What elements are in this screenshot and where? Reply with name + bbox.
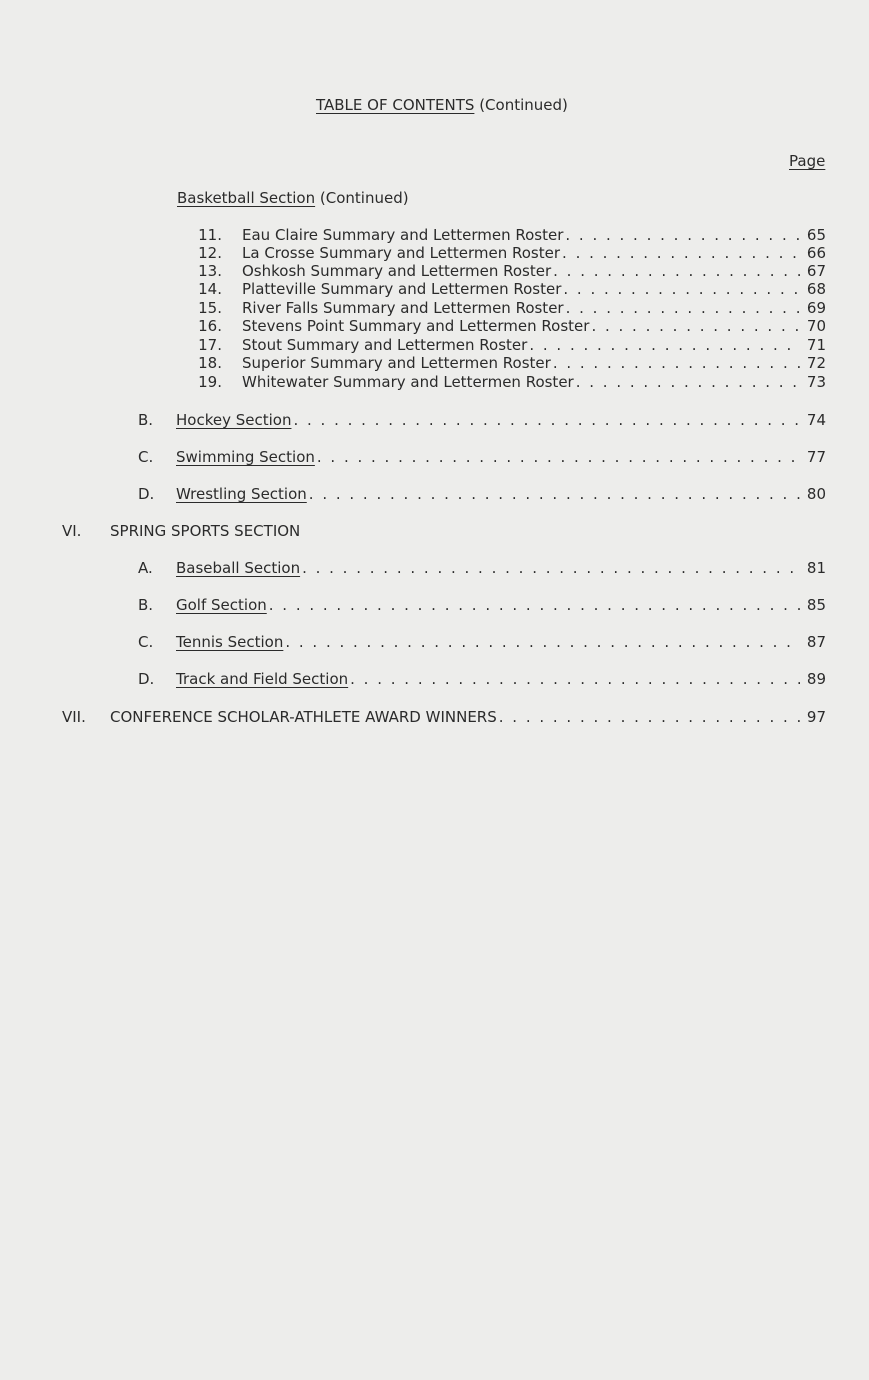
entry-page: 70	[806, 317, 826, 335]
entry-letter: B.	[138, 411, 154, 429]
basketball-heading-text: Basketball Section	[177, 189, 316, 207]
toc-entry-15[interactable]	[194, 299, 826, 317]
toc-entry-19[interactable]	[194, 373, 826, 391]
entry-label: Swimming Section	[176, 448, 315, 466]
dot-leader	[591, 317, 800, 335]
entry-page: 81	[806, 559, 826, 577]
toc-entry-scholar-athlete[interactable]	[62, 708, 826, 726]
dot-leader	[566, 299, 800, 317]
toc-entry-hockey[interactable]	[138, 411, 826, 429]
toc-entry-wrestling[interactable]	[138, 485, 826, 503]
entry-page: 67	[806, 262, 826, 280]
entry-label: Tennis Section	[176, 633, 284, 651]
entry-label: Golf Section	[176, 596, 267, 614]
dot-leader	[309, 485, 800, 503]
entry-label: Whitewater Summary and Lettermen Roster	[242, 373, 574, 391]
dot-leader	[302, 559, 800, 577]
entry-number: 18.	[198, 354, 222, 372]
entry-page: 89	[806, 670, 826, 688]
entry-page: 74	[806, 411, 826, 429]
dot-leader	[565, 226, 800, 244]
entry-label: Hockey Section	[176, 411, 292, 429]
entry-page: 68	[806, 280, 826, 298]
entry-letter: D.	[138, 485, 155, 503]
dot-leader	[285, 633, 800, 651]
entry-label: Platteville Summary and Lettermen Roster	[242, 280, 562, 298]
entry-label: Wrestling Section	[176, 485, 307, 503]
entry-number: 14.	[198, 280, 222, 298]
entry-number: 17.	[198, 336, 222, 354]
entry-page: 80	[806, 485, 826, 503]
entry-label: Eau Claire Summary and Lettermen Roster	[242, 226, 564, 244]
toc-entry-13[interactable]	[194, 262, 826, 280]
entry-page: 87	[806, 633, 826, 651]
entry-label: Stevens Point Summary and Lettermen Roster	[242, 317, 590, 335]
dot-leader	[553, 262, 800, 280]
basketball-heading-suffix: (Continued)	[319, 189, 409, 207]
entry-label: Stout Summary and Lettermen Roster	[242, 336, 528, 354]
spring-heading[interactable]	[62, 522, 300, 540]
dot-leader	[553, 354, 800, 372]
toc-entry-tennis[interactable]	[138, 633, 826, 651]
title-suffix: (Continued)	[479, 96, 568, 114]
page-column-label: Page	[789, 152, 826, 170]
entry-label: Baseball Section	[176, 559, 301, 577]
dot-leader	[562, 244, 800, 262]
entry-page: 66	[806, 244, 826, 262]
toc-entry-14[interactable]	[194, 280, 826, 298]
entry-label: Track and Field Section	[176, 670, 349, 688]
basketball-heading	[177, 189, 409, 207]
entry-label: La Crosse Summary and Lettermen Roster	[242, 244, 561, 262]
dot-leader	[293, 411, 800, 429]
toc-entry-swimming[interactable]	[138, 448, 826, 466]
toc-entry-18[interactable]	[194, 354, 826, 372]
entry-letter: B.	[138, 596, 154, 614]
entry-label: Superior Summary and Lettermen Roster	[242, 354, 551, 372]
entry-number: 12.	[198, 244, 222, 262]
entry-letter: C.	[138, 633, 154, 651]
entry-label: Oshkosh Summary and Lettermen Roster	[242, 262, 552, 280]
entry-letter: A.	[138, 559, 153, 577]
dot-leader	[576, 373, 800, 391]
entry-page: 72	[806, 354, 826, 372]
entry-number: 11.	[198, 226, 222, 244]
dot-leader	[563, 280, 800, 298]
entry-number: 13.	[198, 262, 222, 280]
entry-letter: C.	[138, 448, 154, 466]
toc-entry-track-and-field[interactable]	[138, 670, 826, 688]
entry-page: 69	[806, 299, 826, 317]
entry-label: CONFERENCE SCHOLAR-ATHLETE AWARD WINNERS	[110, 708, 497, 726]
entry-number: 16.	[198, 317, 222, 335]
page-title	[316, 96, 568, 114]
toc-entry-baseball[interactable]	[138, 559, 826, 577]
dot-leader	[499, 708, 800, 726]
entry-page: 71	[806, 336, 826, 354]
title-text: TABLE OF CONTENTS	[316, 96, 475, 114]
entry-label: River Falls Summary and Lettermen Roster	[242, 299, 564, 317]
entry-page: 73	[806, 373, 826, 391]
dot-leader	[529, 336, 800, 354]
entry-number: 15.	[198, 299, 222, 317]
toc-entry-11[interactable]	[194, 226, 826, 244]
entry-letter: D.	[138, 670, 155, 688]
dot-leader	[269, 596, 800, 614]
entry-number: 19.	[198, 373, 222, 391]
toc-entry-17[interactable]	[194, 336, 826, 354]
toc-entry-golf[interactable]	[138, 596, 826, 614]
spring-heading-text: SPRING SPORTS SECTION	[110, 522, 301, 540]
toc-entry-16[interactable]	[194, 317, 826, 335]
dot-leader	[317, 448, 800, 466]
entry-numeral: VII.	[62, 708, 86, 726]
entry-page: 77	[806, 448, 826, 466]
entry-page: 65	[806, 226, 826, 244]
entry-page: 97	[806, 708, 826, 726]
entry-page: 85	[806, 596, 826, 614]
spring-numeral: VI.	[62, 522, 82, 540]
dot-leader	[350, 670, 800, 688]
toc-entry-12[interactable]	[194, 244, 826, 262]
